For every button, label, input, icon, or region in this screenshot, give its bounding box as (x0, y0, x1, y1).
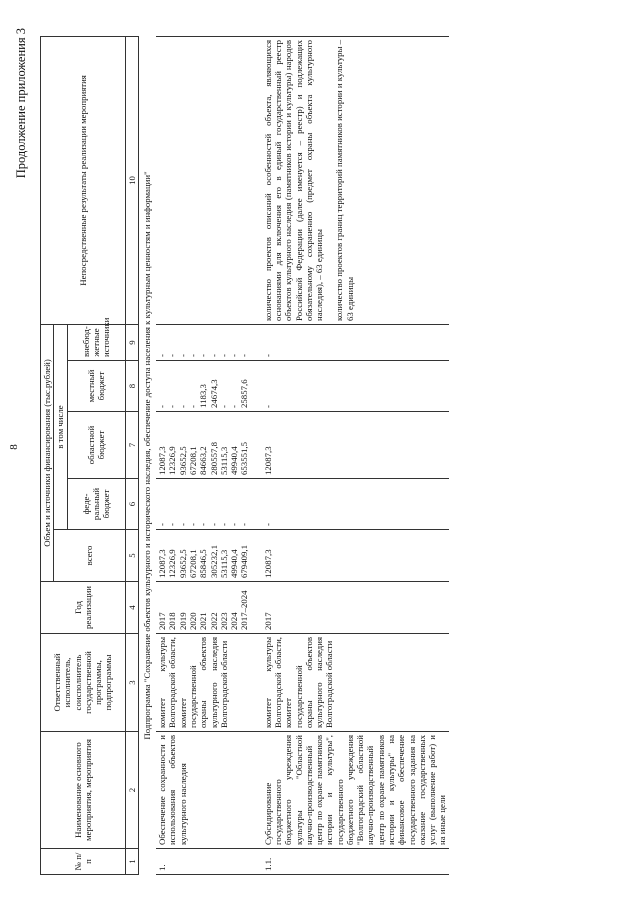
page-number: 8 (8, 444, 20, 450)
offbudget-value: - (167, 354, 178, 357)
local-list (156, 361, 251, 412)
header-executor: Ответственный исполнитель, соисполнитель государственной программы, подпрограммы (41, 634, 126, 732)
total-value: 12087,3 (157, 549, 168, 578)
offbudget-list (156, 324, 251, 360)
year-value: 2024 (229, 612, 240, 630)
measure-name: Субсидирование государственного бюджетного учреждения культуры "Областной научно-производственный центр по охране памятников истории и культуры", государственного бюджетного учреждения "Волгоградский областной научно-производственный центр по охране памятников истории и культуры" на финансовое обеспечение государственного задания на оказание государственных услуг (выполнение работ) и на иные цели (251, 732, 449, 849)
local-value: 1183,3 (198, 384, 209, 408)
offbudget-value: - (218, 354, 229, 357)
federal-value: - (229, 523, 240, 526)
total-value: 53115,3 (218, 549, 229, 578)
header-funding: Объем и источники финансирования (тыс.рублей) (41, 324, 54, 581)
local-value: - (157, 405, 168, 408)
total-value: 67208,1 (187, 549, 198, 578)
federal-value: - (198, 523, 209, 526)
local-value: - (218, 405, 229, 408)
regional-value: 53115,3 (218, 446, 229, 475)
regional-value: 93652,5 (177, 446, 188, 475)
regional-value: 653551,5 (239, 442, 250, 475)
header-federal: феде-ральный бюджет (67, 479, 125, 530)
year-value: 2023 (218, 612, 229, 630)
column-number: 10 (125, 36, 138, 324)
year-value: 2018 (167, 612, 178, 630)
offbudget-value: - (157, 354, 168, 357)
regional-value: 67208,1 (187, 446, 198, 475)
program-table (40, 36, 449, 875)
offbudget-value: - (239, 354, 250, 357)
table-row-1-1 (251, 36, 449, 874)
column-number: 1 (125, 849, 138, 875)
federal-list (156, 479, 251, 530)
local-value: - (167, 405, 178, 408)
local-value: - (229, 405, 240, 408)
regional-value: 280557,8 (208, 442, 219, 475)
federal-value: - (187, 523, 198, 526)
federal-value: - (157, 523, 168, 526)
header-local: местный бюджет (67, 361, 125, 412)
federal-value: - (177, 523, 188, 526)
header-incl: в том числе (54, 324, 67, 529)
header-no: № п/п (41, 849, 126, 875)
column-number: 3 (125, 634, 138, 732)
offbudget-value: - (208, 354, 219, 357)
header-total: всего (54, 530, 125, 582)
regional-list (156, 412, 251, 479)
header-offbudget: внебюд-жетные источники (67, 324, 125, 360)
regional-value: 12087,3 (251, 412, 449, 479)
total-value: 12326,9 (167, 549, 178, 578)
total-value: 93652,5 (177, 549, 188, 578)
year-value: 2017 (157, 612, 168, 630)
year-value: 2020 (187, 612, 198, 630)
column-number: 9 (125, 324, 138, 360)
column-number: 2 (125, 732, 138, 849)
total-value: 49940,4 (229, 549, 240, 578)
appendix-continuation-label: Продолжение приложения 3 (14, 28, 28, 179)
total-value: 12087,3 (251, 530, 449, 582)
row-number: 1. (156, 849, 251, 875)
header-results: Непосредственные результаты реализации мероприятия (41, 36, 126, 324)
header-name: Наименование основного мероприятия, мероприятия (41, 732, 126, 849)
federal-value: - (208, 523, 219, 526)
offbudget-value: - (251, 324, 449, 360)
total-value: 85846,5 (198, 549, 209, 578)
executor-name: комитет культуры Волгоградской области, комитет государственной охраны объектов культурного наследия Волгоградской области (156, 634, 251, 732)
row-number: 1.1. (251, 849, 449, 875)
offbudget-value: - (229, 354, 240, 357)
subprogram-title: Подпрограмма "Сохранение объектов культурного и исторического наследия, обеспечение доступа населения к культурным ценностям и информации" (141, 171, 152, 740)
document-body (40, 37, 449, 875)
column-number: 6 (125, 479, 138, 530)
result-text: количество проектов границ территорий памятников истории и культуры – 63 единицы (334, 39, 355, 321)
offbudget-value: - (177, 354, 188, 357)
total-value: 305232,1 (208, 545, 219, 578)
header-regional: областной бюджет (67, 412, 125, 479)
year-value: 2019 (177, 612, 188, 630)
results-cell (156, 36, 251, 324)
local-value: - (251, 361, 449, 412)
local-value: 25857,6 (239, 379, 250, 408)
regional-value: 12087,3 (157, 446, 168, 475)
result-text: количество проектов описаний особенностей объекта, являющихся основаниями для включения его в единый государственный реестр объектов культурного наследия (памятников истории и культуры) народов Российской Федерации (далее именуется – реестр) и подлежащих обязательному сохранению (предмет охраны объекта культурного наследия), – 63 единицы (262, 39, 325, 321)
regional-value: 49940,4 (229, 446, 240, 475)
header-year: Год реализации (41, 582, 126, 634)
federal-value: - (167, 523, 178, 526)
column-number: 4 (125, 582, 138, 634)
federal-value: - (239, 523, 250, 526)
year-value: 2021 (198, 612, 209, 630)
offbudget-value: - (187, 354, 198, 357)
column-number-row (125, 36, 138, 874)
federal-value: - (251, 479, 449, 530)
local-value: - (177, 405, 188, 408)
results-cell (251, 36, 449, 324)
federal-value: - (218, 523, 229, 526)
offbudget-value: - (198, 354, 209, 357)
total-value: 679409,1 (239, 545, 250, 578)
header-row-1 (41, 36, 54, 874)
subprogram-row (138, 36, 156, 874)
column-number: 8 (125, 361, 138, 412)
executor-name: комитет культуры Волгоградской области, комитет государственной охраны объектов культурного наследия Волгоградской области (251, 634, 449, 732)
column-number: 5 (125, 530, 138, 582)
year-value: 2017 (251, 582, 449, 634)
year-list (156, 582, 251, 634)
local-value: - (187, 405, 198, 408)
total-list (156, 530, 251, 582)
column-number: 7 (125, 412, 138, 479)
table-row-1 (156, 36, 251, 874)
regional-value: 84663,2 (198, 446, 209, 475)
measure-name: Обеспечение сохранности и использования объектов культурного наследия (156, 732, 251, 849)
year-value: 2022 (208, 612, 219, 630)
year-value: 2017–2024 (239, 590, 250, 630)
local-value: 24674,3 (208, 379, 219, 408)
regional-value: 12326,9 (167, 446, 178, 475)
